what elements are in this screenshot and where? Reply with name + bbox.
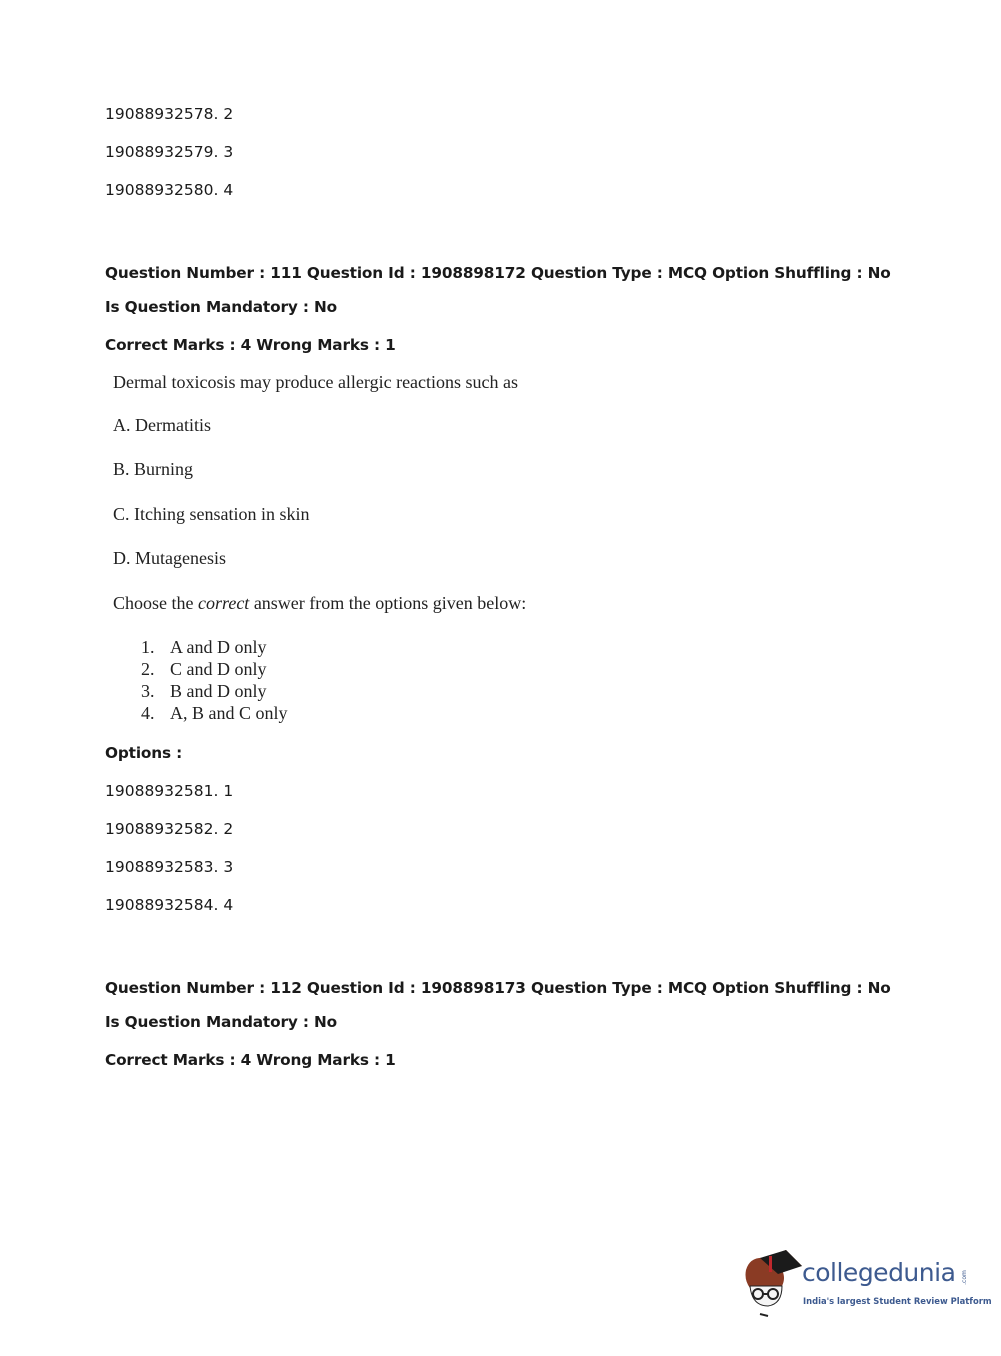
- q112-header: Question Number : 112 Question Id : 1908898173 Question Type : MCQ Option Shuffling : No: [105, 979, 891, 997]
- option-2: 19088932582. 2: [105, 820, 234, 838]
- prev-option-1: 19088932578. 2: [105, 105, 234, 123]
- prev-option-3: 19088932580. 4: [105, 181, 234, 199]
- q111-header: Question Number : 111 Question Id : 1908898172 Question Type : MCQ Option Shuffling : No: [105, 264, 891, 282]
- logo-suffix: .com: [960, 1270, 968, 1285]
- collegedunia-logo: [742, 1248, 992, 1320]
- prev-option-2: 19088932579. 3: [105, 143, 234, 161]
- statement-c: C. Itching sensation in skin: [113, 504, 310, 524]
- option-3: 19088932583. 3: [105, 858, 234, 876]
- mascot-icon: [742, 1248, 804, 1320]
- statement-b: B. Burning: [113, 459, 194, 479]
- option-4: 19088932584. 4: [105, 896, 234, 914]
- q111-mandatory: Is Question Mandatory : No: [105, 298, 337, 316]
- logo-tagline: India's largest Student Review Platform: [803, 1296, 992, 1306]
- choice-1: 1. A and D only: [141, 637, 267, 657]
- statement-a: A. Dermatitis: [113, 415, 211, 435]
- option-1: 19088932581. 1: [105, 782, 234, 800]
- choose-instruction: Choose the correct answer from the options given below:: [113, 593, 527, 613]
- choice-2: 2. C and D only: [141, 659, 267, 679]
- choice-4: 4. A, B and C only: [141, 703, 288, 723]
- q111-stem: Dermal toxicosis may produce allergic reactions such as: [113, 372, 519, 392]
- q112-marks: Correct Marks : 4 Wrong Marks : 1: [105, 1051, 396, 1069]
- q111-marks: Correct Marks : 4 Wrong Marks : 1: [105, 336, 396, 354]
- statement-d: D. Mutagenesis: [113, 548, 226, 568]
- q112-mandatory: Is Question Mandatory : No: [105, 1013, 337, 1031]
- logo-wordmark: collegedunia: [802, 1258, 956, 1287]
- options-label: Options :: [105, 744, 183, 762]
- choice-3: 3. B and D only: [141, 681, 267, 701]
